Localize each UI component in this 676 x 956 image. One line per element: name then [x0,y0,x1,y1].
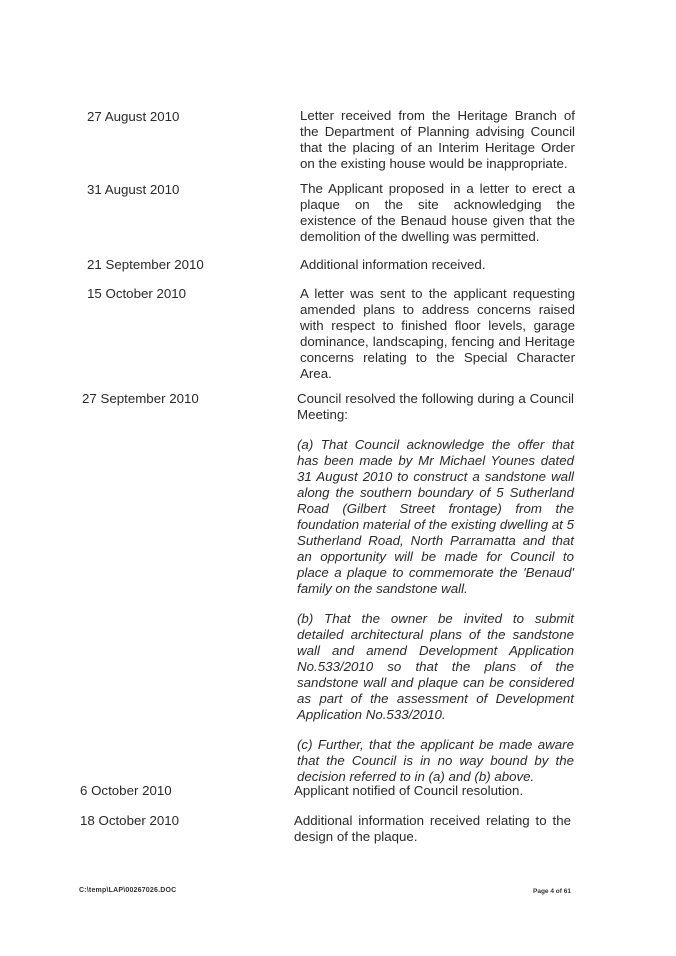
resolution-item-b: (b) That the owner be invited to submit detailed architectural plans of the sandstone wall and amend Development Application No.533/2010 so that the plans of the sandstone wall and plaque can be considered as part of the assessment of Development Application No.533/2010. [297,611,574,722]
entry-date: 6 October 2010 [80,783,172,798]
entry-date: 27 September 2010 [82,391,199,406]
entry-description [300,108,575,172]
entry-date: 18 October 2010 [80,813,180,828]
entry-description [294,813,571,845]
entry-description [300,257,575,273]
entry-paragraph: A letter was sent to the applicant requesting amended plans to address concerns raised with respect to finished floor levels, garage dominance, landscaping, fencing and Heritage concerns relating to the Special Character Area. [300,286,575,381]
resolution-item-a: (a) That Council acknowledge the offer that has been made by Mr Michael Younes dated 31 August 2010 to construct a sandstone wall along the southern boundary of 5 Sutherland Road (Gilbert Street frontage) from the foundation material of the existing dwelling at 5 Sutherland Road, North Parramatta and that an opportunity will be made for Council to place a plaque to commemorate the 'Benaud' family on the sandstone wall. [297,437,574,596]
entry-description [297,391,574,785]
footer-file-path: C:\temp\LAP\00267026.DOC [79,887,177,894]
entry-description [294,783,571,799]
entry-description [300,181,575,245]
footer-page-number: Page 4 of 61 [533,888,571,895]
entry-paragraph: Council resolved the following during a Council Meeting: [297,391,574,422]
entry-paragraph: Applicant notified of Council resolution. [294,783,524,798]
entry-paragraph: Additional information received. [300,257,486,272]
entry-paragraph: Additional information received relating to the design of the plaque. [294,813,571,844]
entry-date: 27 August 2010 [87,109,180,124]
entry-date: 15 October 2010 [87,286,187,301]
entry-date: 21 September 2010 [87,257,204,272]
entry-paragraph: Letter received from the Heritage Branch of the Department of Planning advising Council that the placing of an Interim Heritage Order on the existing house would be inappropriate. [300,108,575,171]
entry-description [300,286,575,382]
entry-date: 31 August 2010 [87,182,180,197]
resolution-item-c: (c) Further, that the applicant be made aware that the Council is in no way bound by the decision referred to in (a) and (b) above. [297,737,574,784]
entry-paragraph: The Applicant proposed in a letter to erect a plaque on the site acknowledging the existence of the Benaud house given that the demolition of the dwelling was permitted. [300,181,575,244]
